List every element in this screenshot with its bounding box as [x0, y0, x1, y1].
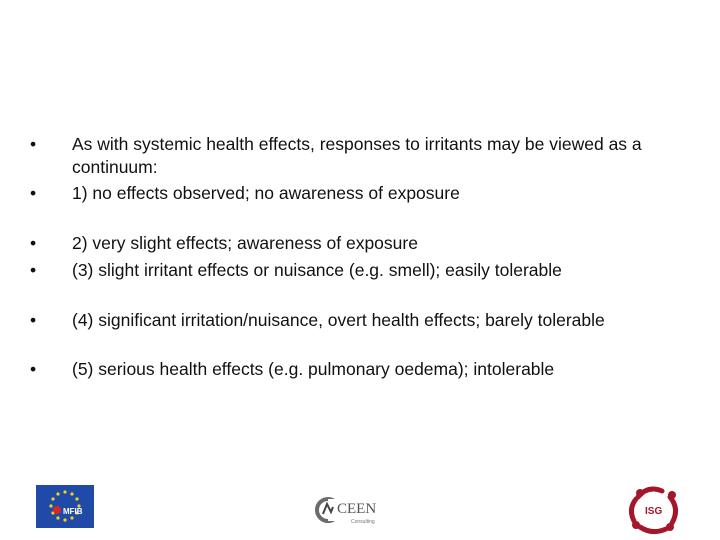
bullet-item	[30, 259, 700, 282]
bullet-text: (5) serious health effects (e.g. pulmonary oedema); intolerable	[72, 359, 555, 379]
bullet-marker: •	[30, 260, 37, 280]
bullet-item	[30, 358, 700, 381]
ceen-logo-text: CEEN	[337, 501, 377, 517]
bullet-item	[30, 133, 700, 179]
isg-emblem-icon	[626, 483, 682, 535]
bullet-text: (4) significant irritation/nuisance, overt health effects; barely tolerable	[72, 310, 605, 330]
isg-logo-text: ISG	[645, 506, 663, 517]
ceen-logo-subtext: Consulting	[351, 519, 375, 525]
bullet-item	[30, 309, 700, 332]
bullet-marker: •	[30, 359, 37, 379]
bullet-list	[30, 133, 700, 381]
eu-flag-icon	[36, 485, 94, 528]
mfib-logo	[36, 485, 94, 528]
bullet-marker: •	[30, 233, 37, 253]
ceen-emblem-icon	[315, 492, 385, 528]
mfib-logo-text: MFIB	[63, 507, 83, 516]
bullet-text: As with systemic health effects, responses to irritants may be viewed as a continuum:	[72, 134, 642, 177]
ceen-logo	[315, 492, 385, 528]
bullet-item	[30, 182, 700, 205]
bullet-item	[30, 232, 700, 255]
bullet-text: 2) very slight effects; awareness of exposure	[72, 233, 418, 253]
bullet-marker: •	[30, 134, 37, 154]
bullet-text: (3) slight irritant effects or nuisance (e.g. smell); easily tolerable	[72, 260, 562, 280]
bullet-marker: •	[30, 183, 37, 203]
bullet-text: 1) no effects observed; no awareness of exposure	[72, 183, 460, 203]
isg-logo	[626, 483, 682, 535]
bullet-marker: •	[30, 310, 37, 330]
